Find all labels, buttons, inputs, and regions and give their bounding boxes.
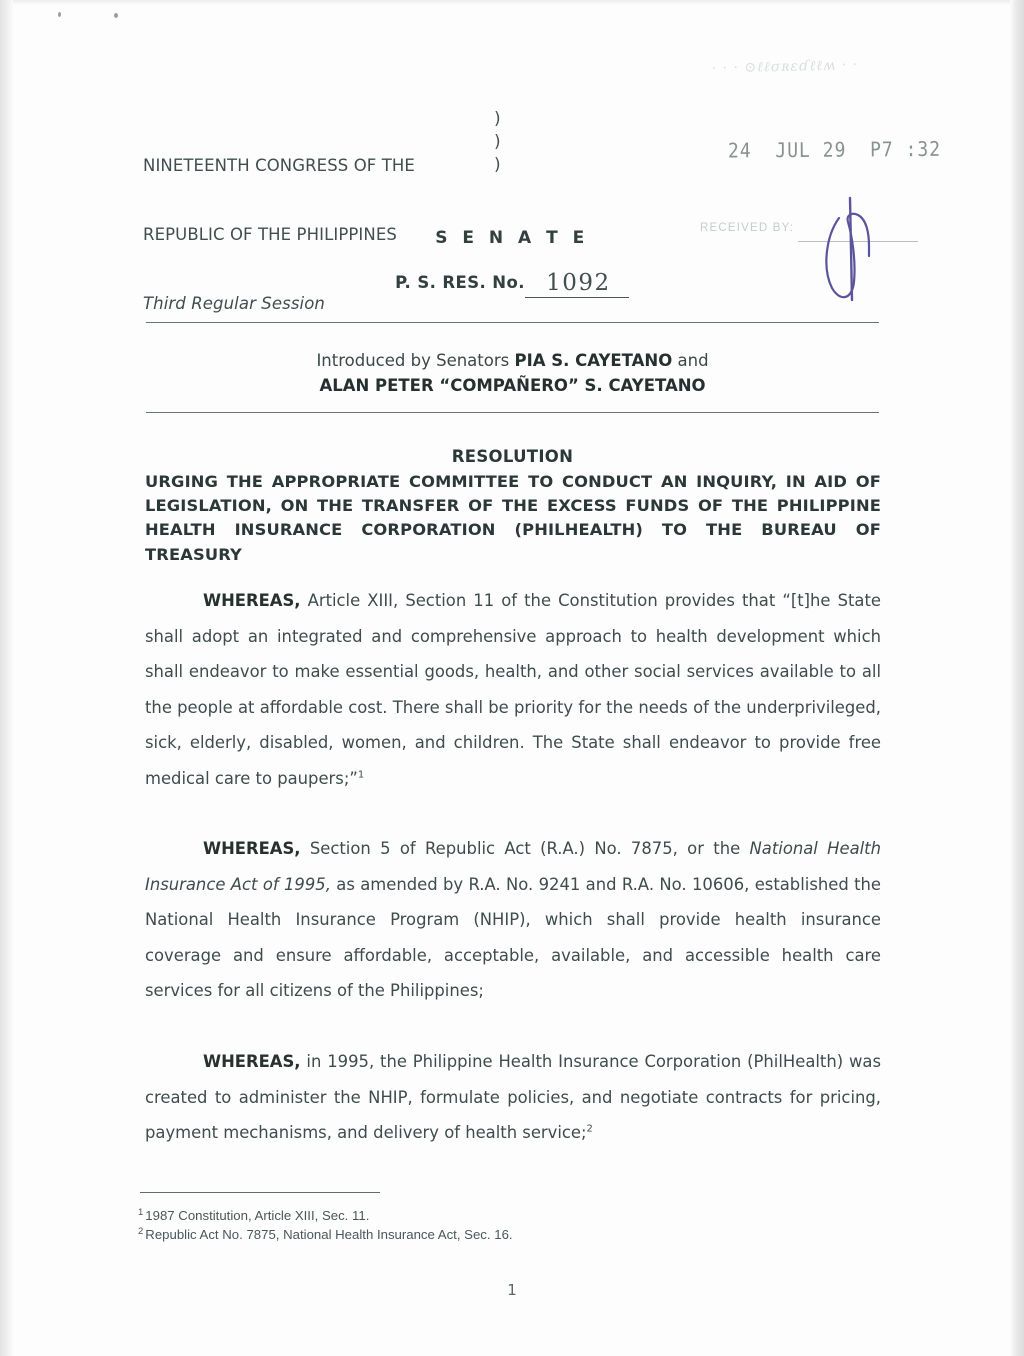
whereas-text-2b: as amended by R.A. No. 9241 and R.A. No. 10606, established the National Health Insurance Program (NHIP), which shall provide health insurance coverage and ensure affordable, acceptable, available, and accessible health care services for all citizens of the Philippines;: [145, 874, 882, 1000]
introduced-by-block: [146, 348, 879, 398]
page-number: 1: [507, 1281, 517, 1299]
scan-speck: [114, 13, 118, 18]
chamber-title: S E N A T E: [435, 228, 589, 248]
whereas-paragraph-2: [145, 831, 881, 1009]
paren-3: ): [494, 155, 501, 175]
whereas-lead-3: WHEREAS,: [203, 1052, 301, 1071]
paren-2: ): [494, 132, 501, 152]
received-by-label: RECEIVED BY:: [700, 222, 795, 234]
date-received-stamp: 24 JUL 29 P7 :32: [727, 137, 942, 164]
footnote-text: Republic Act No. 7875, National Health Insurance Act, Sec. 16.: [145, 1227, 513, 1242]
footnote-text: 1987 Constitution, Article XIII, Sec. 11.: [145, 1208, 370, 1223]
page-edge-left: [0, 0, 13, 1356]
resolution-number-value: 1092: [525, 270, 629, 298]
introduced-by-conjunction: and: [672, 351, 709, 370]
resolution-number-line: [0, 268, 1024, 296]
scan-speck: [58, 12, 61, 17]
divider-rule-top: [146, 322, 879, 323]
whereas-text-2a: Section 5 of Republic Act (R.A.) No. 7875, or the: [300, 839, 750, 858]
paren-1: ): [494, 109, 501, 129]
whereas-lead-2: WHEREAS,: [203, 839, 301, 858]
whereas-lead-1: WHEREAS,: [203, 591, 301, 610]
congress-line-2: REPUBLIC OF THE PHILIPPINES: [143, 225, 397, 244]
footnote-list: [138, 1206, 838, 1244]
senator-name-1: PIA S. CAYETANO: [514, 351, 673, 370]
congress-line-1: NINETEENTH CONGRESS OF THE: [143, 156, 415, 175]
senator-name-2: ALAN PETER “COMPAÑERO” S. CAYETANO: [319, 376, 706, 395]
paren-column: [494, 108, 501, 177]
footnote-item: [138, 1225, 838, 1244]
faint-handwriting-marking: · · · ⊙ℓℓσʀεɗℓℓʍ · ·: [711, 56, 859, 77]
footnote-item: [138, 1206, 838, 1225]
footnote-ref-2: 2: [586, 1123, 593, 1135]
footnote-marker: 2: [138, 1225, 144, 1237]
whereas-paragraph-3: [145, 1044, 881, 1151]
divider-rule-bottom: [146, 412, 879, 413]
resolution-number-label: P. S. RES. No.: [395, 273, 525, 292]
session-line: Third Regular Session: [143, 294, 325, 313]
footnote-separator: [140, 1192, 380, 1193]
footnote-marker: 1: [138, 1206, 144, 1218]
whereas-text-3: in 1995, the Philippine Health Insurance Corporation (PhilHealth) was created to administer the NHIP, formulate policies, and negotiate contracts for pricing, payment mechanisms, and delivery of health service;: [145, 1052, 881, 1142]
footnote-ref-1: 1: [357, 769, 365, 781]
page-edge-top: [13, 0, 1010, 5]
act-title-italic: National Health Insurance Act of 1995,: [145, 839, 881, 894]
resolution-title: URGING THE APPROPRIATE COMMITTEE TO CONDUCT AN INQUIRY, IN AID OF LEGISLATION, ON THE TRANSFER OF THE EXCESS FUNDS OF THE PHILIPPINE HEALTH INSURANCE CORPORATION (PHILHEALTH) TO THE BUREAU OF TREASURY: [145, 472, 881, 564]
introduced-by-prefix: Introduced by Senators: [316, 351, 515, 370]
whereas-paragraph-1: [145, 583, 881, 796]
resolution-heading: RESOLUTION: [451, 447, 574, 466]
page-edge-right: [1010, 0, 1024, 1356]
whereas-text-1: Article XIII, Section 11 of the Constitution provides that “[t]he State shall adopt an integrated and comprehensive approach to health development which shall endeavor to make essential goods, health, and other social services available to all the people at affordable cost. There shall be priority for the needs of the underprivileged, sick, elderly, disabled, women, and children. The State shall endeavor to provide free medical care to paupers;”: [145, 591, 881, 788]
